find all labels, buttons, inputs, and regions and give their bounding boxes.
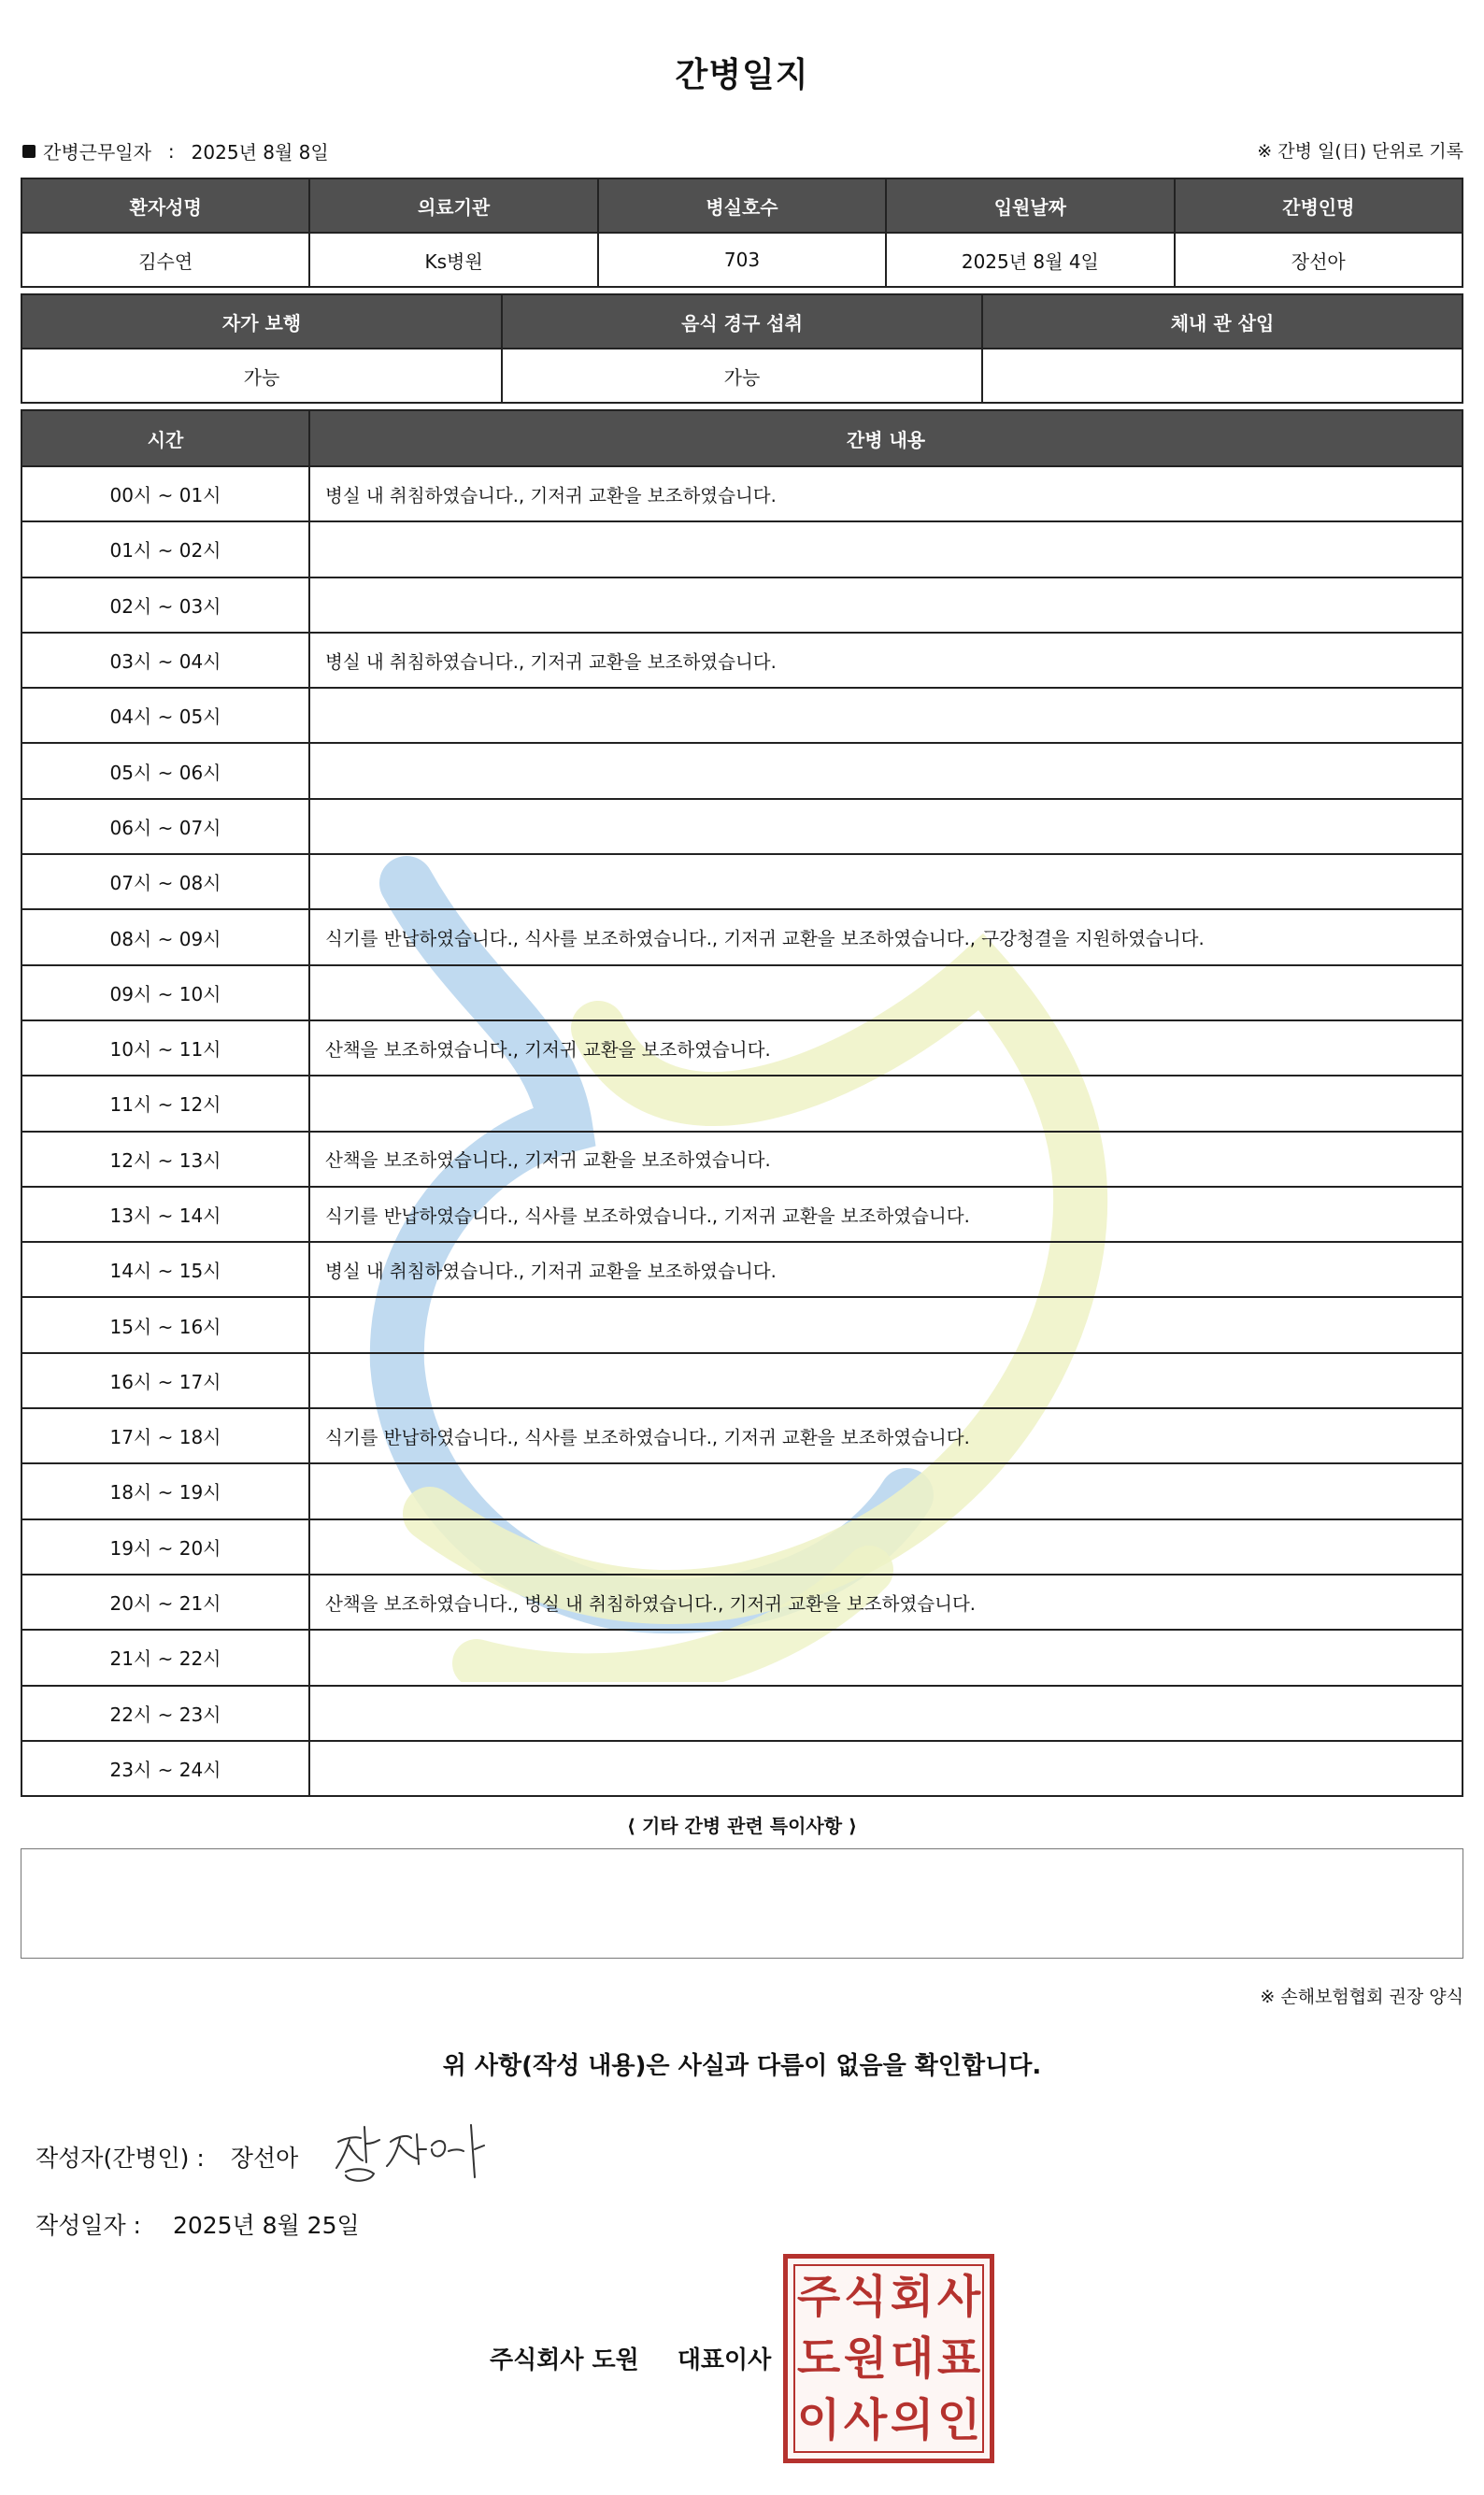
care-content xyxy=(309,1463,1463,1518)
care-log-row xyxy=(21,1353,1463,1408)
care-log-row xyxy=(21,1020,1463,1076)
seal-character: 대 xyxy=(890,2332,935,2385)
handwritten-signature xyxy=(333,2121,497,2187)
seal-character: 원 xyxy=(843,2332,888,2385)
seal-character: 도 xyxy=(796,2332,841,2385)
time-slot: 00시 ~ 01시 xyxy=(21,466,309,521)
admission-date-header: 입원날짜 xyxy=(886,178,1174,233)
company-seal-stamp xyxy=(783,2254,994,2463)
written-date-label: 작성일자 : xyxy=(36,2212,141,2239)
record-unit-note: ※ 간병 일(日) 단위로 기록 xyxy=(1257,141,1463,162)
author-label: 작성자(간병인) : xyxy=(36,2145,205,2172)
care-content xyxy=(309,743,1463,798)
care-content: 병실 내 취침하였습니다., 기저귀 교환을 보조하였습니다. xyxy=(309,1242,1463,1297)
written-date-value: 2025년 8월 25일 xyxy=(172,2212,360,2239)
care-log-row xyxy=(21,466,1463,521)
ceo-title: 대표이사 xyxy=(677,2346,772,2374)
special-notes-box xyxy=(21,1848,1463,1959)
work-date-colon: : xyxy=(167,139,175,163)
time-slot: 14시 ~ 15시 xyxy=(21,1242,309,1297)
association-note: ※ 손해보험협회 권장 양식 xyxy=(1260,1987,1463,2007)
care-log-row xyxy=(21,1686,1463,1741)
work-date-label: 간병근무일자 xyxy=(43,141,151,164)
time-slot: 02시 ~ 03시 xyxy=(21,577,309,633)
time-slot: 12시 ~ 13시 xyxy=(21,1132,309,1187)
patient-name-header: 환자성명 xyxy=(21,178,309,233)
time-slot: 11시 ~ 12시 xyxy=(21,1076,309,1131)
seal-character: 식 xyxy=(843,2271,888,2323)
room-number-value: 703 xyxy=(598,233,886,287)
time-slot: 16시 ~ 17시 xyxy=(21,1353,309,1408)
care-content xyxy=(309,799,1463,854)
author-name: 장선아 xyxy=(230,2145,299,2172)
care-content-header: 간병 내용 xyxy=(309,410,1463,466)
care-content: 식기를 반납하였습니다., 식사를 보조하였습니다., 기저귀 교환을 보조하였습니다. xyxy=(309,1187,1463,1242)
confirmation-statement: 위 사항(작성 내용)은 사실과 다름이 없음을 확인합니다. xyxy=(442,2052,1042,2080)
time-slot: 06시 ~ 07시 xyxy=(21,799,309,854)
time-slot: 22시 ~ 23시 xyxy=(21,1686,309,1741)
care-content xyxy=(309,1519,1463,1575)
time-slot: 01시 ~ 02시 xyxy=(21,521,309,577)
care-log-row xyxy=(21,633,1463,688)
admission-date-value: 2025년 8월 4일 xyxy=(886,233,1174,287)
care-log-header-row xyxy=(21,410,1463,466)
time-slot: 20시 ~ 21시 xyxy=(21,1575,309,1630)
time-slot: 10시 ~ 11시 xyxy=(21,1020,309,1076)
ability-table xyxy=(21,293,1463,404)
work-date-row xyxy=(22,137,329,164)
patient-info-table xyxy=(21,178,1463,288)
care-log-row xyxy=(21,1076,1463,1131)
care-content: 병실 내 취침하였습니다., 기저귀 교환을 보조하였습니다. xyxy=(309,466,1463,521)
care-content: 산책을 보조하였습니다., 병실 내 취침하였습니다., 기저귀 교환을 보조하였습니다. xyxy=(309,1575,1463,1630)
care-content xyxy=(309,965,1463,1020)
care-content xyxy=(309,1353,1463,1408)
care-content xyxy=(309,1297,1463,1352)
care-log-row xyxy=(21,799,1463,854)
seal-grid xyxy=(793,2264,984,2453)
time-slot: 19시 ~ 20시 xyxy=(21,1519,309,1575)
time-slot: 03시 ~ 04시 xyxy=(21,633,309,688)
time-header: 시간 xyxy=(21,410,309,466)
care-content: 병실 내 취침하였습니다., 기저귀 교환을 보조하였습니다. xyxy=(309,633,1463,688)
patient-info-header-row xyxy=(21,178,1463,233)
care-content xyxy=(309,1630,1463,1685)
care-log-row xyxy=(21,1519,1463,1575)
care-content xyxy=(309,521,1463,577)
care-content xyxy=(309,688,1463,743)
seal-character: 사 xyxy=(843,2394,888,2446)
patient-info-value-row xyxy=(21,233,1463,287)
care-log-row xyxy=(21,1187,1463,1242)
seal-character: 이 xyxy=(796,2394,841,2446)
hospital-header: 의료기관 xyxy=(309,178,597,233)
time-slot: 09시 ~ 10시 xyxy=(21,965,309,1020)
care-log-row xyxy=(21,1463,1463,1518)
care-log-row xyxy=(21,1630,1463,1685)
time-slot: 08시 ~ 09시 xyxy=(21,909,309,964)
care-log-row xyxy=(21,1242,1463,1297)
care-content: 산책을 보조하였습니다., 기저귀 교환을 보조하였습니다. xyxy=(309,1020,1463,1076)
care-content: 산책을 보조하였습니다., 기저귀 교환을 보조하였습니다. xyxy=(309,1132,1463,1187)
care-log-row xyxy=(21,1575,1463,1630)
seal-character: 사 xyxy=(936,2271,981,2323)
time-slot: 21시 ~ 22시 xyxy=(21,1630,309,1685)
ability-header-row xyxy=(21,294,1463,349)
time-slot: 17시 ~ 18시 xyxy=(21,1408,309,1463)
room-number-header: 병실호수 xyxy=(598,178,886,233)
care-content xyxy=(309,1076,1463,1131)
oral-intake-value: 가능 xyxy=(502,349,982,403)
care-content: 식기를 반납하였습니다., 식사를 보조하였습니다., 기저귀 교환을 보조하였습니다., 구강청결을 지원하였습니다. xyxy=(309,909,1463,964)
bullet-square-icon xyxy=(22,145,36,158)
time-slot: 07시 ~ 08시 xyxy=(21,854,309,909)
ability-value-row xyxy=(21,349,1463,403)
work-date-value: 2025년 8월 8일 xyxy=(191,141,329,164)
author-row xyxy=(36,2140,298,2174)
care-content: 식기를 반납하였습니다., 식사를 보조하였습니다., 기저귀 교환을 보조하였습니다. xyxy=(309,1408,1463,1463)
care-log-row xyxy=(21,1408,1463,1463)
company-signoff xyxy=(490,2341,771,2375)
tube-insertion-value xyxy=(982,349,1463,403)
time-slot: 04시 ~ 05시 xyxy=(21,688,309,743)
care-content xyxy=(309,854,1463,909)
time-slot: 23시 ~ 24시 xyxy=(21,1741,309,1796)
walking-value: 가능 xyxy=(21,349,502,403)
time-slot: 05시 ~ 06시 xyxy=(21,743,309,798)
care-log-row xyxy=(21,854,1463,909)
seal-character: 주 xyxy=(796,2271,841,2323)
written-date-row xyxy=(36,2207,360,2241)
seal-character: 의 xyxy=(890,2394,935,2446)
seal-character: 표 xyxy=(936,2332,981,2385)
caregiver-name-header: 간병인명 xyxy=(1175,178,1463,233)
care-log-row xyxy=(21,965,1463,1020)
care-content xyxy=(309,1741,1463,1796)
care-log-row xyxy=(21,743,1463,798)
time-slot: 13시 ~ 14시 xyxy=(21,1187,309,1242)
care-log-row xyxy=(21,1741,1463,1796)
hospital-value: Ks병원 xyxy=(309,233,597,287)
special-notes-title: ⟨ 기타 간병 관련 특이사항 ⟩ xyxy=(626,1815,858,1837)
caregiver-name-value: 장선아 xyxy=(1175,233,1463,287)
tube-insertion-header: 체내 관 삽입 xyxy=(982,294,1463,349)
time-slot: 15시 ~ 16시 xyxy=(21,1297,309,1352)
care-log-table xyxy=(21,409,1463,1797)
walking-header: 자가 보행 xyxy=(21,294,502,349)
seal-character: 회 xyxy=(890,2271,935,2323)
patient-name-value: 김수연 xyxy=(21,233,309,287)
care-log-row xyxy=(21,688,1463,743)
company-name: 주식회사 도원 xyxy=(490,2346,639,2374)
care-content xyxy=(309,577,1463,633)
care-log-body xyxy=(21,466,1463,1796)
care-content xyxy=(309,1686,1463,1741)
seal-character: 인 xyxy=(936,2394,981,2446)
care-log-row xyxy=(21,909,1463,964)
care-log-row xyxy=(21,1132,1463,1187)
page-title: 간병일지 xyxy=(675,56,809,94)
oral-intake-header: 음식 경구 섭취 xyxy=(502,294,982,349)
care-log-row xyxy=(21,1297,1463,1352)
time-slot: 18시 ~ 19시 xyxy=(21,1463,309,1518)
care-log-row xyxy=(21,521,1463,577)
care-log-row xyxy=(21,577,1463,633)
